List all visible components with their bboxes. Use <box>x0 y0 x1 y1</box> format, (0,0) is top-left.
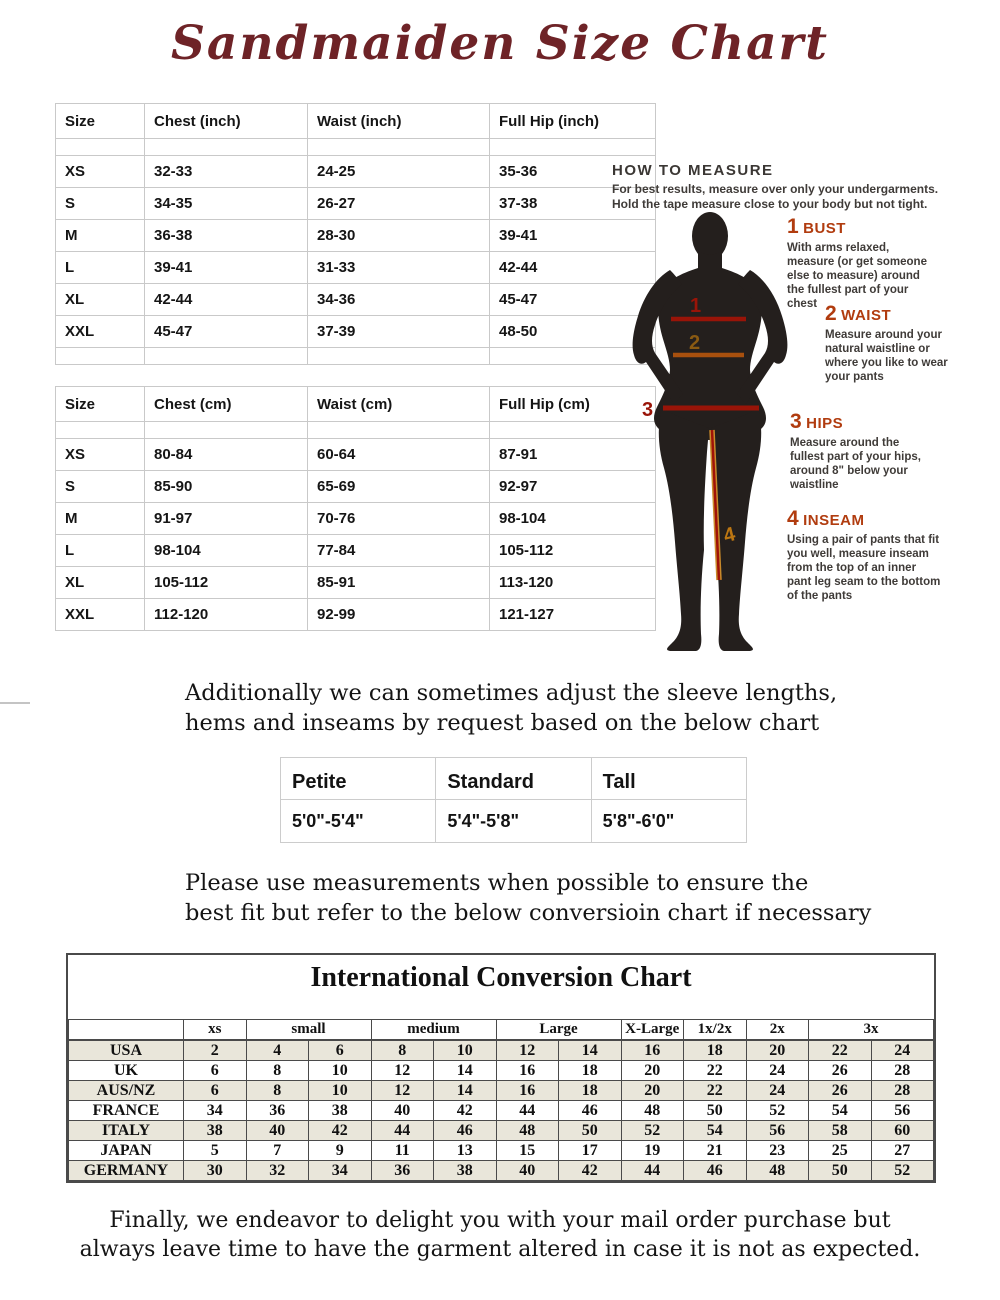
conversion-row <box>69 1101 934 1121</box>
size-row <box>56 503 656 535</box>
conversion-group-header-row <box>69 1020 934 1041</box>
conversion-row <box>69 1141 934 1161</box>
size-value-cell: 4 <box>246 1040 309 1061</box>
country-label: USA <box>69 1040 184 1061</box>
group-header-cell: medium <box>371 1020 496 1041</box>
size-cell: 92-97 <box>490 471 656 503</box>
group-header-cell: 1x/2x <box>684 1020 747 1041</box>
size-value-cell: 42 <box>434 1101 497 1121</box>
country-label: JAPAN <box>69 1141 184 1161</box>
size-cell: L <box>56 535 145 567</box>
spacer-row <box>56 422 656 439</box>
size-value-cell: 40 <box>246 1121 309 1141</box>
size-cell: 60-64 <box>308 439 490 471</box>
size-cell: 39-41 <box>490 220 656 252</box>
size-value-cell: 40 <box>371 1101 434 1121</box>
country-label: AUS/NZ <box>69 1081 184 1101</box>
size-value-cell: 17 <box>559 1141 622 1161</box>
bust-heading <box>787 215 937 239</box>
size-value-cell: 38 <box>434 1161 497 1181</box>
height-column-header: Tall <box>591 758 746 800</box>
size-row <box>56 439 656 471</box>
size-value-cell: 22 <box>809 1040 872 1061</box>
size-row <box>56 535 656 567</box>
how-to-measure-section <box>612 162 1000 670</box>
spacer-cell <box>145 139 308 156</box>
spacer-row <box>56 348 656 365</box>
footer-note-line-1: Finally, we endeavor to delight you with your mail order purchase but <box>109 1208 891 1233</box>
size-value-cell: 42 <box>309 1121 372 1141</box>
size-table-cm <box>55 386 656 631</box>
size-value-cell: 48 <box>746 1161 809 1181</box>
size-value-cell: 6 <box>184 1081 247 1101</box>
size-value-cell: 2 <box>184 1040 247 1061</box>
size-value-cell: 48 <box>621 1101 684 1121</box>
size-value-cell: 12 <box>496 1040 559 1061</box>
size-cell: 98-104 <box>490 503 656 535</box>
header-row <box>56 104 656 139</box>
size-value-cell: 44 <box>371 1121 434 1141</box>
size-value-cell: 8 <box>246 1061 309 1081</box>
size-value-cell: 9 <box>309 1141 372 1161</box>
spacer-cell <box>308 422 490 439</box>
size-row <box>56 316 656 348</box>
size-value-cell: 18 <box>684 1040 747 1061</box>
waist-step-text: Measure around your natural waistline or where you like to wear your pants <box>825 329 948 384</box>
size-cell: 105-112 <box>490 535 656 567</box>
size-cell: 37-39 <box>308 316 490 348</box>
size-value-cell: 13 <box>434 1141 497 1161</box>
size-cell: 77-84 <box>308 535 490 567</box>
size-value-cell: 18 <box>559 1061 622 1081</box>
inseam-instruction <box>787 507 943 603</box>
inseam-step-name: INSEAM <box>803 512 865 529</box>
hips-instruction <box>790 410 930 492</box>
size-value-cell: 50 <box>559 1121 622 1141</box>
inseam-step-number: 4 <box>787 507 799 530</box>
size-row <box>56 567 656 599</box>
size-value-cell: 34 <box>184 1101 247 1121</box>
column-header: Size <box>56 387 145 422</box>
bust-instruction <box>787 215 937 311</box>
size-value-cell: 50 <box>809 1161 872 1181</box>
size-cell: XXL <box>56 599 145 631</box>
size-value-cell: 16 <box>621 1040 684 1061</box>
size-value-cell: 36 <box>246 1101 309 1121</box>
size-value-cell: 23 <box>746 1141 809 1161</box>
size-value-cell: 20 <box>621 1061 684 1081</box>
size-cell: XS <box>56 439 145 471</box>
country-label: GERMANY <box>69 1161 184 1181</box>
size-value-cell: 32 <box>246 1161 309 1181</box>
size-cell: 48-50 <box>490 316 656 348</box>
size-cell: L <box>56 252 145 284</box>
header-row <box>56 387 656 422</box>
size-row <box>56 471 656 503</box>
spacer-cell <box>56 422 145 439</box>
size-cell: 45-47 <box>490 284 656 316</box>
size-value-cell: 26 <box>809 1061 872 1081</box>
column-header: Chest (cm) <box>145 387 308 422</box>
bust-number-label: 1 <box>690 295 702 317</box>
size-value-cell: 14 <box>559 1040 622 1061</box>
size-cell: 34-36 <box>308 284 490 316</box>
spacer-cell <box>145 422 308 439</box>
size-value-cell: 12 <box>371 1061 434 1081</box>
size-value-cell: 19 <box>621 1141 684 1161</box>
size-cell: 24-25 <box>308 156 490 188</box>
height-range-cell: 5'0"-5'4" <box>281 800 436 843</box>
size-value-cell: 14 <box>434 1081 497 1101</box>
size-table-inches <box>55 103 656 365</box>
size-value-cell: 46 <box>559 1101 622 1121</box>
size-value-cell: 56 <box>746 1121 809 1141</box>
conversion-row <box>69 1061 934 1081</box>
measurements-note-line-2: best fit but refer to the below conversioin chart if necessary <box>185 900 872 926</box>
size-row <box>56 252 656 284</box>
waist-instruction <box>825 302 951 384</box>
conversion-row <box>69 1161 934 1181</box>
group-header-cell: Large <box>496 1020 621 1041</box>
size-value-cell: 34 <box>309 1161 372 1181</box>
size-value-cell: 16 <box>496 1081 559 1101</box>
size-cell: S <box>56 188 145 220</box>
size-cell: 42-44 <box>490 252 656 284</box>
spacer-cell <box>56 139 145 156</box>
group-header-cell: 2x <box>746 1020 809 1041</box>
size-value-cell: 50 <box>684 1101 747 1121</box>
size-cell: 45-47 <box>145 316 308 348</box>
how-to-measure-title: HOW TO MEASURE <box>612 162 774 179</box>
column-header: Waist (cm) <box>308 387 490 422</box>
inseam-heading <box>787 507 943 531</box>
height-range-cell: 5'8"-6'0" <box>591 800 746 843</box>
size-value-cell: 10 <box>309 1081 372 1101</box>
size-cell: 121-127 <box>490 599 656 631</box>
size-value-cell: 54 <box>809 1101 872 1121</box>
footer-note-line-2: always leave time to have the garment altered in case it is not as expected. <box>79 1237 921 1262</box>
size-cell: 36-38 <box>145 220 308 252</box>
corner-cell <box>69 1020 184 1041</box>
size-value-cell: 27 <box>871 1141 934 1161</box>
intro-line-1: For best results, measure over only your undergarments. <box>612 182 939 196</box>
spacer-cell <box>490 139 656 156</box>
bust-step-name: BUST <box>803 220 846 237</box>
spacer-cell <box>308 139 490 156</box>
footer-note <box>0 1206 1000 1264</box>
conversion-row <box>69 1040 934 1061</box>
size-cell: 70-76 <box>308 503 490 535</box>
conversion-row <box>69 1121 934 1141</box>
measurements-note <box>185 868 871 928</box>
size-value-cell: 22 <box>684 1061 747 1081</box>
size-cell: M <box>56 220 145 252</box>
size-row <box>56 599 656 631</box>
size-value-cell: 11 <box>371 1141 434 1161</box>
size-value-cell: 20 <box>621 1081 684 1101</box>
size-cell: M <box>56 503 145 535</box>
height-range-table <box>280 757 747 843</box>
conversion-table <box>68 1019 934 1181</box>
height-range-cell: 5'4"-5'8" <box>436 800 591 843</box>
size-row <box>56 284 656 316</box>
bust-step-number: 1 <box>787 215 799 238</box>
country-label: ITALY <box>69 1121 184 1141</box>
size-value-cell: 7 <box>246 1141 309 1161</box>
size-cell: 65-69 <box>308 471 490 503</box>
size-cell: 26-27 <box>308 188 490 220</box>
measurements-note-line-1: Please use measurements when possible to ensure the <box>185 870 809 896</box>
size-value-cell: 8 <box>371 1040 434 1061</box>
size-cell: 105-112 <box>145 567 308 599</box>
size-value-cell: 10 <box>309 1061 372 1081</box>
intro-line-2: Hold the tape measure close to your body but not tight. <box>612 196 928 211</box>
page-title: Sandmaiden Size Chart <box>170 16 830 71</box>
size-value-cell: 52 <box>871 1161 934 1181</box>
size-value-cell: 30 <box>184 1161 247 1181</box>
hips-heading <box>790 410 930 434</box>
size-value-cell: 10 <box>434 1040 497 1061</box>
size-cell: 28-30 <box>308 220 490 252</box>
inseam-step-text: Using a pair of pants that fit you well, measure inseam from the top of an inner pant leg seam to the bottom of the pants <box>787 534 941 603</box>
conversion-chart-title: International Conversion Chart <box>310 962 692 993</box>
size-cell: 85-90 <box>145 471 308 503</box>
size-value-cell: 60 <box>871 1121 934 1141</box>
size-cell: S <box>56 471 145 503</box>
height-column-header: Petite <box>281 758 436 800</box>
size-value-cell: 24 <box>746 1061 809 1081</box>
hips-step-number: 3 <box>790 410 802 433</box>
size-value-cell: 22 <box>684 1081 747 1101</box>
size-cell: 113-120 <box>490 567 656 599</box>
size-cell: 34-35 <box>145 188 308 220</box>
spacer-cell <box>56 348 145 365</box>
inseam-number-label: 4 <box>721 523 738 548</box>
waist-step-number: 2 <box>825 302 837 325</box>
size-row <box>56 220 656 252</box>
size-cell: 91-97 <box>145 503 308 535</box>
size-cell: 92-99 <box>308 599 490 631</box>
column-header: Full Hip (inch) <box>490 104 656 139</box>
size-cell: 31-33 <box>308 252 490 284</box>
size-cell: 35-36 <box>490 156 656 188</box>
size-cell: 42-44 <box>145 284 308 316</box>
group-header-cell: xs <box>184 1020 247 1041</box>
size-value-cell: 25 <box>809 1141 872 1161</box>
size-value-cell: 26 <box>809 1081 872 1101</box>
size-value-cell: 20 <box>746 1040 809 1061</box>
size-value-cell: 6 <box>309 1040 372 1061</box>
size-cell: 98-104 <box>145 535 308 567</box>
size-value-cell: 46 <box>434 1121 497 1141</box>
size-value-cell: 5 <box>184 1141 247 1161</box>
group-header-cell: X-Large <box>621 1020 684 1041</box>
spacer-cell <box>308 348 490 365</box>
size-value-cell: 54 <box>684 1121 747 1141</box>
size-value-cell: 21 <box>684 1141 747 1161</box>
size-value-cell: 52 <box>746 1101 809 1121</box>
size-value-cell: 44 <box>621 1161 684 1181</box>
hips-step-text: Measure around the fullest part of your hips, around 8" below your waistline <box>790 437 921 492</box>
size-value-cell: 24 <box>871 1040 934 1061</box>
size-value-cell: 46 <box>684 1161 747 1181</box>
size-value-cell: 40 <box>496 1161 559 1181</box>
size-cell: 32-33 <box>145 156 308 188</box>
size-cell: XL <box>56 567 145 599</box>
size-cell: XXL <box>56 316 145 348</box>
size-cell: 87-91 <box>490 439 656 471</box>
group-header-cell: small <box>246 1020 371 1041</box>
size-value-cell: 12 <box>371 1081 434 1101</box>
international-conversion-chart <box>66 953 936 1183</box>
waist-number-label: 2 <box>689 332 701 354</box>
size-cell: 39-41 <box>145 252 308 284</box>
size-value-cell: 36 <box>371 1161 434 1181</box>
waist-step-name: WAIST <box>841 307 892 324</box>
size-cell: 85-91 <box>308 567 490 599</box>
height-value-row <box>281 800 747 843</box>
height-column-header: Standard <box>436 758 591 800</box>
size-value-cell: 18 <box>559 1081 622 1101</box>
size-value-cell: 14 <box>434 1061 497 1081</box>
size-cell: 37-38 <box>490 188 656 220</box>
adjustment-note-line-1: Additionally we can sometimes adjust the sleeve lengths, <box>185 680 838 706</box>
size-value-cell: 24 <box>746 1081 809 1101</box>
size-value-cell: 44 <box>496 1101 559 1121</box>
size-value-cell: 42 <box>559 1161 622 1181</box>
size-value-cell: 58 <box>809 1121 872 1141</box>
hip-number-label: 3 <box>642 399 654 421</box>
size-value-cell: 48 <box>496 1121 559 1141</box>
size-value-cell: 28 <box>871 1081 934 1101</box>
size-row <box>56 156 656 188</box>
spacer-cell <box>145 348 308 365</box>
column-header: Full Hip (cm) <box>490 387 656 422</box>
size-value-cell: 38 <box>309 1101 372 1121</box>
size-cell: XS <box>56 156 145 188</box>
column-header: Waist (inch) <box>308 104 490 139</box>
size-value-cell: 52 <box>621 1121 684 1141</box>
size-value-cell: 6 <box>184 1061 247 1081</box>
column-header: Size <box>56 104 145 139</box>
size-value-cell: 8 <box>246 1081 309 1101</box>
adjustment-note <box>185 678 837 738</box>
adjustment-note-line-2: hems and inseams by request based on the below chart <box>185 710 820 736</box>
size-cell: XL <box>56 284 145 316</box>
how-to-measure-intro <box>612 182 1000 211</box>
size-row <box>56 188 656 220</box>
size-value-cell: 15 <box>496 1141 559 1161</box>
country-label: FRANCE <box>69 1101 184 1121</box>
height-header-row <box>281 758 747 800</box>
size-cell: 112-120 <box>145 599 308 631</box>
size-cell: 80-84 <box>145 439 308 471</box>
waist-heading <box>825 302 951 326</box>
spacer-row <box>56 139 656 156</box>
size-value-cell: 56 <box>871 1101 934 1121</box>
bust-step-text: With arms relaxed, measure (or get someone else to measure) around the fullest part of your chest <box>787 242 927 311</box>
size-value-cell: 28 <box>871 1061 934 1081</box>
scan-artifact-line <box>0 702 30 704</box>
hips-step-name: HIPS <box>806 415 844 432</box>
country-label: UK <box>69 1061 184 1081</box>
group-header-cell: 3x <box>809 1020 934 1041</box>
size-value-cell: 16 <box>496 1061 559 1081</box>
conversion-row <box>69 1081 934 1101</box>
size-value-cell: 38 <box>184 1121 247 1141</box>
column-header: Chest (inch) <box>145 104 308 139</box>
